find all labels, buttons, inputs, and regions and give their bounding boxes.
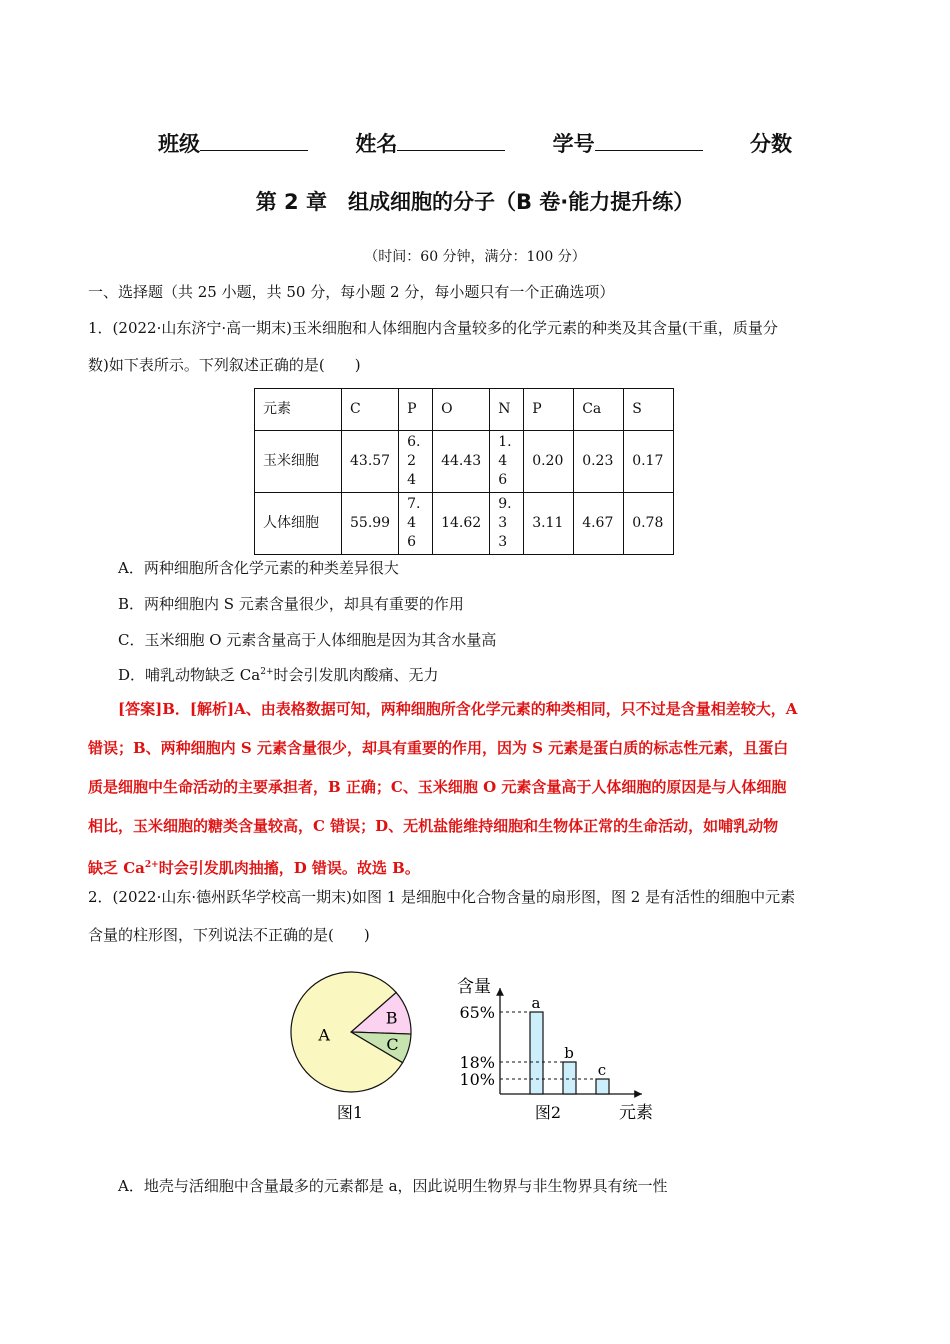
- page-title: 第 2 章 组成细胞的分子（B 卷·能力提升练）: [255, 190, 695, 214]
- table-header-row: [255, 389, 674, 431]
- q1-stem-line2: 数)如下表所示。下列叙述正确的是( ): [88, 356, 361, 374]
- section-heading: 一、选择题（共 25 小题，共 50 分，每小题 2 分，每小题只有一个正确选项）: [88, 283, 615, 301]
- table-cell: C: [342, 389, 399, 431]
- q1-option-a[interactable]: A．两种细胞所含化学元素的种类差异很大: [118, 559, 399, 577]
- table-cell: 0.20: [524, 431, 574, 493]
- y-tick-label: 10%: [459, 1070, 495, 1089]
- table-cell: 0.23: [574, 431, 624, 493]
- figure2-caption: 图2: [534, 1103, 562, 1122]
- answer-line: 质是细胞中生命活动的主要承担者，B 正确；C、玉米细胞 O 元素含量高于人体细胞的原因是与人体细胞: [88, 778, 787, 796]
- bar-a: [530, 1012, 543, 1094]
- x-axis-label: 元素: [619, 1103, 653, 1123]
- table-cell: 0.17: [624, 431, 674, 493]
- table-cell: 元素: [255, 389, 342, 431]
- bar-c: [596, 1079, 609, 1094]
- score-field[interactable]: 分数: [749, 132, 792, 156]
- table-cell: P: [524, 389, 574, 431]
- q2-option-a[interactable]: A．地壳与活细胞中含量最多的元素都是 a，因此说明生物界与非生物界具有统一性: [118, 1177, 668, 1195]
- name-field[interactable]: 姓名: [355, 128, 505, 158]
- table-cell: 14.62: [433, 493, 490, 555]
- pie-label-c: C: [386, 1035, 399, 1055]
- table-cell: 7.46: [399, 493, 433, 555]
- answer-line: 错误；B、两种细胞内 S 元素含量很少，却具有重要的作用，因为 S 元素是蛋白质的标志性元素，且蛋白: [88, 739, 789, 757]
- bar-b: [563, 1062, 576, 1094]
- q1-option-b[interactable]: B．两种细胞内 S 元素含量很少，却具有重要的作用: [118, 595, 464, 613]
- figure1-pie: [290, 968, 430, 1128]
- answer-line: 相比，玉米细胞的糖类含量较高，C 错误；D、无机盐能维持细胞和生物体正常的生命活动，如哺乳动物: [88, 817, 779, 835]
- y-tick-label: 18%: [459, 1053, 495, 1072]
- table-cell: 55.99: [342, 493, 399, 555]
- table-cell: 44.43: [433, 431, 490, 493]
- table-row: [255, 431, 674, 493]
- table-cell: P: [399, 389, 433, 431]
- q1-option-c[interactable]: C．玉米细胞 O 元素含量高于人体细胞是因为其含水量高: [118, 631, 497, 649]
- y-axis-label: 含量: [457, 977, 491, 997]
- q2-stem-line1: 2．(2022·山东·德州跃华学校高一期末)如图 1 是细胞中化合物含量的扇形图，图 2 是有活性的细胞中元素: [88, 888, 796, 906]
- q2-stem-line2: 含量的柱形图，下列说法不正确的是( ): [88, 926, 370, 944]
- exam-meta: （时间：60 分钟，满分：100 分）: [364, 249, 586, 265]
- pie-label-b: B: [385, 1008, 398, 1028]
- table-row: [255, 493, 674, 555]
- bars: [459, 994, 609, 1094]
- figure2-bar-chart: [444, 968, 674, 1128]
- q1-option-d[interactable]: D．哺乳动物缺乏 $Ca^{2+}$时会引发肌肉酸痛、无力: [118, 666, 439, 684]
- table-cell: O: [433, 389, 490, 431]
- table-cell: 1.46: [490, 431, 524, 493]
- q1-stem-line1: 1．(2022·山东济宁·高一期末)玉米细胞和人体细胞内含量较多的化学元素的种类及其含量(干重，质量分: [88, 319, 778, 337]
- table-cell: 人体细胞: [255, 493, 342, 555]
- table-cell: 3.11: [524, 493, 574, 555]
- bar-label: a: [531, 994, 541, 1012]
- table-cell: N: [490, 389, 524, 431]
- class-field[interactable]: 班级: [158, 128, 308, 158]
- table-cell: S: [624, 389, 674, 431]
- table-cell: 9.33: [490, 493, 524, 555]
- element-table: [254, 388, 674, 555]
- bar-label: c: [597, 1061, 607, 1079]
- table-cell: 4.67: [574, 493, 624, 555]
- student-info-header: [0, 128, 950, 158]
- bar-label: b: [564, 1044, 574, 1062]
- table-cell: 0.78: [624, 493, 674, 555]
- table-cell: Ca: [574, 389, 624, 431]
- figure1-caption: 图1: [336, 1103, 364, 1122]
- table-cell: 玉米细胞: [255, 431, 342, 493]
- pie-label-a: A: [318, 1025, 330, 1045]
- pie-slices: [291, 972, 411, 1092]
- q1-answer-explanation: [88, 690, 878, 888]
- answer-line: [答案]B．[解析]A、由表格数据可知，两种细胞所含化学元素的种类相同，只不过是含量相差较大，A: [118, 700, 798, 718]
- table-cell: 43.57: [342, 431, 399, 493]
- answer-line: 缺乏 $Ca^{2+}$时会引发肌肉抽搐，D 错误。故选 B。: [88, 859, 420, 877]
- table-cell: 6.24: [399, 431, 433, 493]
- y-tick-label: 65%: [459, 1003, 495, 1022]
- student-id-field[interactable]: 学号: [553, 128, 703, 158]
